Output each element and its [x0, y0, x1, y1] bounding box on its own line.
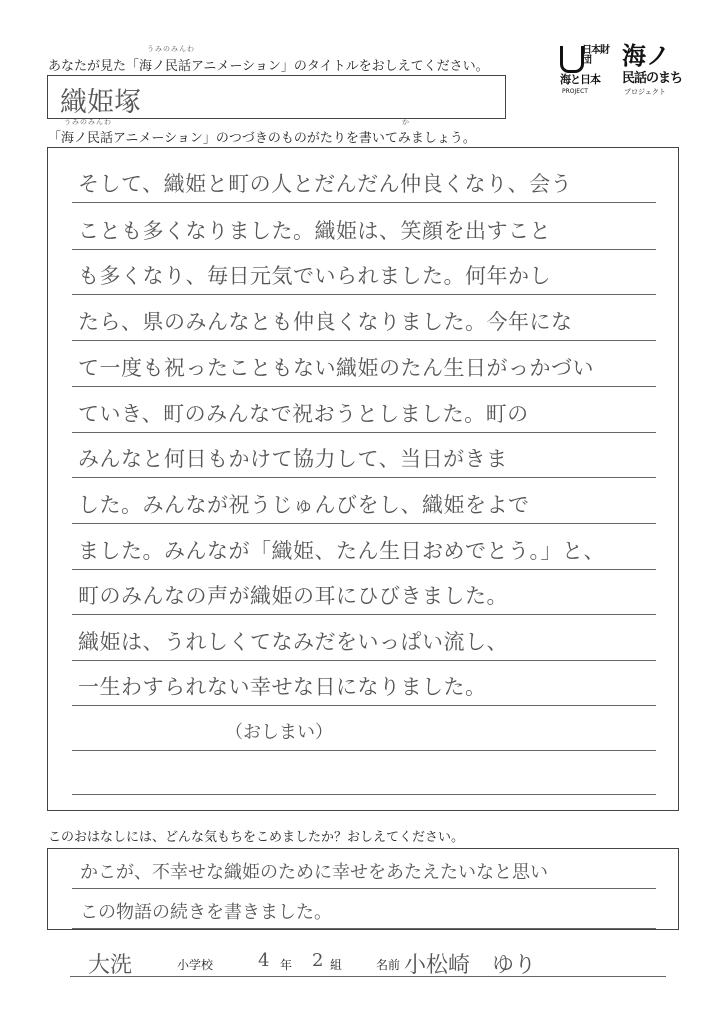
story-rule	[72, 660, 656, 661]
story-answer-box[interactable]	[47, 147, 679, 811]
feelings-line-2: この物語の続きを書きました。	[80, 902, 332, 923]
logo-line2: 海と日本	[560, 73, 600, 86]
feelings-prompt: このおはなしには、どんな気もちをこめましたか？おしえてください。	[48, 830, 465, 845]
story-rule	[72, 750, 656, 751]
story-line-9: ました。みんなが「織姫、たん生日おめでとう。」と、	[78, 539, 605, 563]
title-question-ruby: うみのみんわ	[147, 45, 195, 53]
story-line-2: ことも多くなりました。織姫は、笑顔を出すこと	[78, 219, 551, 243]
footer-rule	[70, 976, 666, 977]
logo-sub: プロジェクト	[624, 88, 666, 96]
school-value: 大洗	[88, 953, 133, 978]
story-prompt-ruby: うみのみんわ	[64, 118, 112, 126]
story-ending: （おしまい）	[225, 722, 333, 743]
story-rule	[72, 432, 656, 433]
story-line-11: 織姫は、うれしくてなみだをいっぱい流し、	[78, 630, 508, 654]
name-value: 小松崎 ゆり	[404, 953, 537, 978]
class-value: 2	[312, 950, 324, 971]
logo-big1: 海ノ	[622, 42, 670, 70]
story-line-1: そして、織姫と町の人とだんだん仲良くなり、会う	[78, 172, 573, 196]
story-prompt-ruby-kaku: か	[402, 118, 410, 126]
story-rule	[72, 614, 656, 615]
logo-project: PROJECT	[562, 88, 588, 95]
feelings-rule	[72, 928, 656, 929]
logo-line1: 日本財団	[582, 45, 609, 66]
class-label: 組	[330, 958, 343, 972]
story-rule	[72, 294, 656, 295]
grade-label: 年	[280, 958, 293, 972]
story-rule	[72, 340, 656, 341]
logo-mark-icon	[560, 46, 584, 73]
story-line-4: たら、県のみんなとも仲良くなりました。今年にな	[78, 310, 573, 334]
story-line-8: した。みんなが祝うじゅんびをし、織姫をよで	[78, 493, 530, 517]
story-rule	[72, 249, 656, 250]
story-rule	[72, 523, 656, 524]
title-answer: 織姫塚	[60, 87, 141, 118]
story-line-3: も多くなり、毎日元気でいられました。何年かし	[78, 264, 551, 288]
feelings-line-1: かこが、不幸せな織姫のために幸せをあたえたいなと思い	[80, 862, 548, 883]
story-prompt: 「海ノ民話アニメーション」のつづきのものがたりを書いてみましょう。	[48, 131, 476, 146]
story-rule	[72, 705, 656, 706]
story-rule	[72, 569, 656, 570]
story-rule	[72, 202, 656, 203]
story-line-10: 町のみんなの声が織姫の耳にひびきました。	[78, 584, 508, 608]
story-line-7: みんなと何日もかけて協力して、当日がきま	[78, 447, 508, 471]
title-question: あなたが見た「海ノ民話アニメーション」のタイトルをおしえてください。	[48, 59, 489, 74]
story-line-12: 一生わすられない幸せな日になりました。	[78, 675, 487, 699]
story-line-5: て一度も祝ったこともない織姫のたん生日がっかづい	[78, 356, 594, 380]
story-rule	[72, 794, 656, 795]
feelings-rule	[72, 888, 656, 889]
name-label: 名前	[376, 958, 401, 972]
grade-value: 4	[258, 950, 270, 971]
school-label: 小学校	[177, 958, 214, 972]
story-line-6: ていき、町のみんなで祝おうとしました。町の	[78, 402, 529, 426]
logo-big2: 民話のまち	[622, 71, 683, 86]
story-rule	[72, 477, 656, 478]
logo	[560, 44, 690, 104]
story-rule	[72, 386, 656, 387]
